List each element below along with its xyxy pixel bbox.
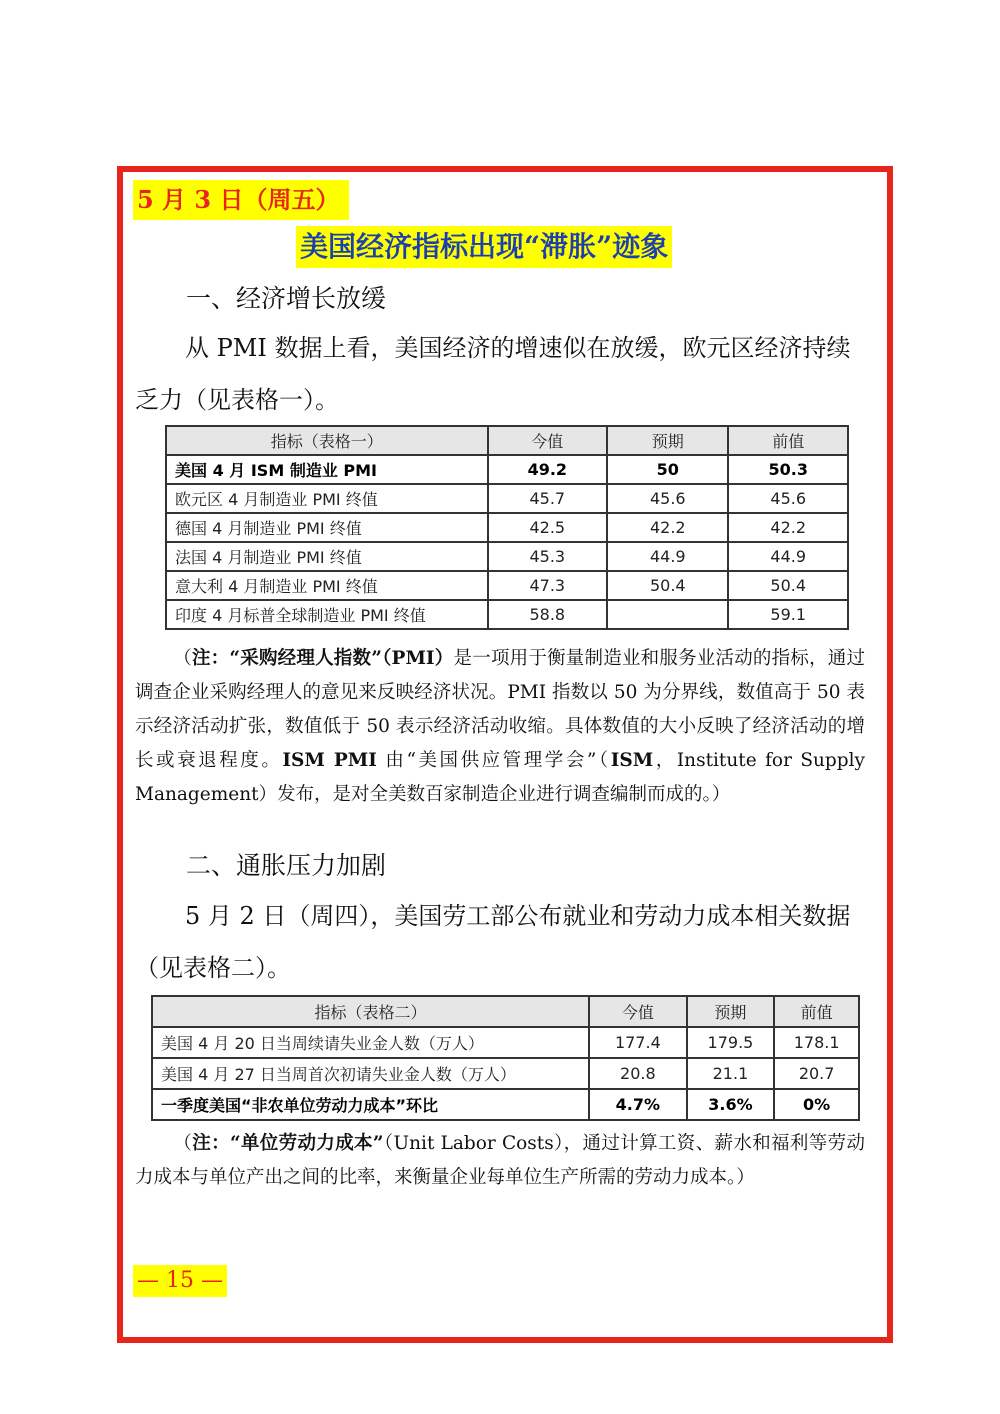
note-label: 注： — [191, 648, 230, 669]
table-header-cell: 预期 — [607, 426, 728, 455]
table-header-cell: 今值 — [488, 426, 607, 455]
note-unit-labor-costs: （注：“单位劳动力成本”（Unit Labor Costs），通过计算工资、薪水和福利等劳动力成本与单位产出之间的比率，来衡量企业每单位生产所需的劳动力成本。） — [135, 1133, 865, 1188]
table-row — [166, 571, 848, 600]
note-text: 是一项用于衡量制造业和服务业活动的指标，通过调查企业采购经理人的意见来反映经济状况。PMI 指数以 50 为分界线，数值高于 50 表示经济活动扩张，数值低于 50 表示经济活动收缩。具体数值的大小反映了经济活动的增长或衰退程度。 — [135, 648, 865, 771]
current-value: 4.7% — [589, 1089, 687, 1120]
current-value: 49.2 — [488, 455, 607, 484]
table-header-cell: 指标（表格二） — [152, 996, 589, 1027]
note-text: 由“美国供应管理学会”（ — [376, 750, 611, 771]
section-paragraph-1 — [135, 322, 865, 426]
current-value: 42.5 — [488, 513, 607, 542]
table-row — [152, 1027, 859, 1058]
indicator-label: 欧元区 4 月制造业 PMI 终值 — [166, 484, 488, 513]
forecast-value: 44.9 — [607, 542, 728, 571]
table-header-row — [166, 426, 848, 455]
indicator-label: 印度 4 月标普全球制造业 PMI 终值 — [166, 600, 488, 629]
table-header-cell: 指标（表格一） — [166, 426, 488, 455]
table-header-cell: 今值 — [589, 996, 687, 1027]
forecast-value: 50 — [607, 455, 728, 484]
indicator-label: 德国 4 月制造业 PMI 终值 — [166, 513, 488, 542]
forecast-value: 50.4 — [607, 571, 728, 600]
table-row — [166, 600, 848, 629]
note-pmi: （注：“采购经理人指数”（PMI）是一项用于衡量制造业和服务业活动的指标，通过调查企业采购经理人的意见来反映经济状况。PMI 指数以 50 为分界线，数值高于 50 表示经济活动扩张，数值低于 50 表示经济活动收缩。具体数值的大小反映了经济活动的增长或衰退程度。ISM PMI 由“美国供应管理学会”（ISM，Institute for Supply Management）发布，是对全美数百家制造企业进行调查编制而成的。） — [135, 648, 865, 805]
forecast-value: 3.6% — [687, 1089, 775, 1120]
section-paragraph-2 — [135, 890, 865, 994]
note-term: “采购经理人指数”（PMI） — [229, 648, 454, 669]
indicator-label: 美国 4 月 20 日当周续请失业金人数（万人） — [152, 1027, 589, 1058]
page-number: — 15 — — [133, 1265, 227, 1297]
note-term: ISM — [610, 750, 654, 771]
table-row — [152, 1089, 859, 1120]
indicator-table-1 — [165, 425, 849, 630]
previous-value: 42.2 — [728, 513, 848, 542]
note-term: ISM PMI — [282, 750, 377, 771]
forecast-value: 179.5 — [687, 1027, 775, 1058]
page-title: 美国经济指标出现“滞胀”迹象 — [296, 226, 672, 268]
previous-value: 0% — [774, 1089, 859, 1120]
indicator-table-2 — [151, 995, 860, 1121]
note-label: 注： — [192, 1133, 230, 1154]
indicator-label: 意大利 4 月制造业 PMI 终值 — [166, 571, 488, 600]
forecast-value — [607, 600, 728, 629]
current-value: 177.4 — [589, 1027, 687, 1058]
indicator-label: 一季度美国“非农单位劳动力成本”环比 — [152, 1089, 589, 1120]
section-heading-2: 二、通胀压力加剧 — [186, 851, 387, 880]
note-text: （Unit Labor Costs），通过计算工资、薪水和福利等劳动力成本与单位产出之间的比率，来衡量企业每单位生产所需的劳动力成本。） — [135, 1133, 865, 1188]
table-header-cell: 预期 — [687, 996, 775, 1027]
current-value: 58.8 — [488, 600, 607, 629]
indicator-label: 美国 4 月 27 日当周首次初请失业金人数（万人） — [152, 1058, 589, 1089]
current-value: 45.7 — [488, 484, 607, 513]
previous-value: 59.1 — [728, 600, 848, 629]
note-term: “单位劳动力成本” — [229, 1133, 384, 1154]
table-row — [152, 1058, 859, 1089]
table-row — [166, 455, 848, 484]
paragraph-text: 从 PMI 数据上看，美国经济的增速似在放缓，欧元区经济持续乏力（见表格一）。 — [135, 334, 851, 414]
current-value: 45.3 — [488, 542, 607, 571]
forecast-value: 45.6 — [607, 484, 728, 513]
note-text: ，Institute for Supply Management）发布，是对全美数百家制造企业进行调查编制而成的。） — [135, 750, 865, 805]
paragraph-text: 5 月 2 日（周四），美国劳工部公布就业和劳动力成本相关数据（见表格二）。 — [135, 902, 851, 982]
date-tag: 5 月 3 日（周五） — [133, 180, 349, 220]
table-row — [166, 542, 848, 571]
current-value: 47.3 — [488, 571, 607, 600]
indicator-label: 美国 4 月 ISM 制造业 PMI — [166, 455, 488, 484]
table-row — [166, 513, 848, 542]
table-header-cell: 前值 — [728, 426, 848, 455]
forecast-value: 42.2 — [607, 513, 728, 542]
table-header-row — [152, 996, 859, 1027]
indicator-label: 法国 4 月制造业 PMI 终值 — [166, 542, 488, 571]
previous-value: 20.7 — [774, 1058, 859, 1089]
previous-value: 50.3 — [728, 455, 848, 484]
table-header-cell: 前值 — [774, 996, 859, 1027]
previous-value: 44.9 — [728, 542, 848, 571]
previous-value: 45.6 — [728, 484, 848, 513]
previous-value: 178.1 — [774, 1027, 859, 1058]
forecast-value: 21.1 — [687, 1058, 775, 1089]
section-heading-1: 一、经济增长放缓 — [186, 284, 387, 313]
current-value: 20.8 — [589, 1058, 687, 1089]
table-row — [166, 484, 848, 513]
previous-value: 50.4 — [728, 571, 848, 600]
